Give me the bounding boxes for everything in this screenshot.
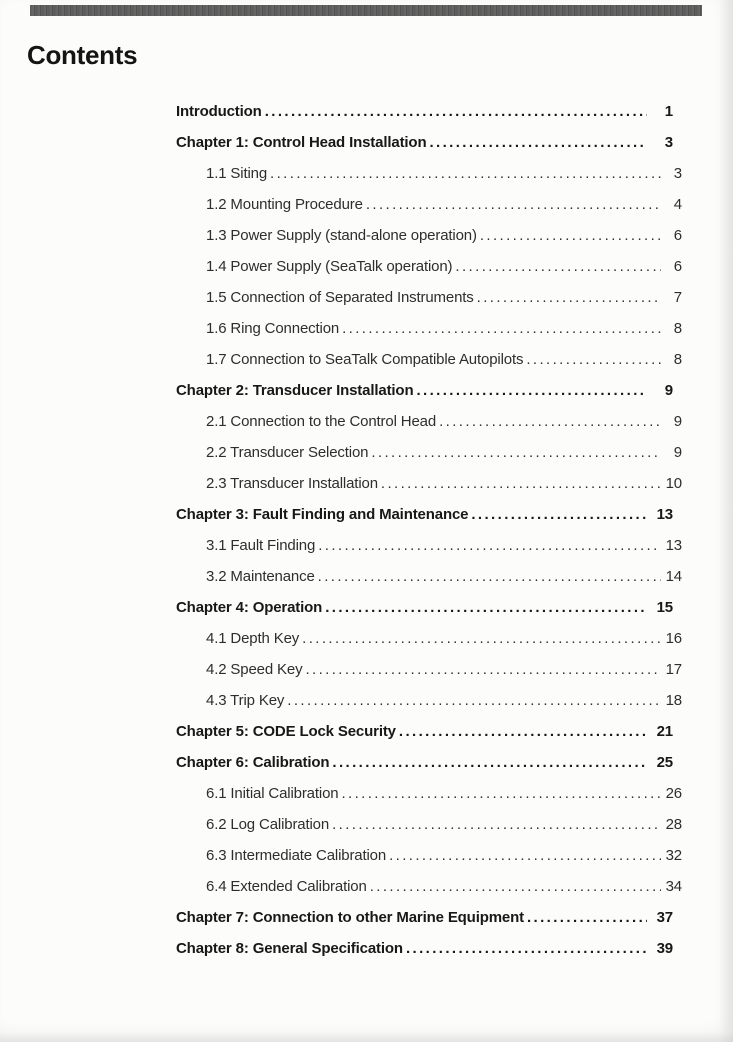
toc-entry [176, 723, 682, 754]
toc-entry-page: 15 [656, 599, 673, 616]
toc-entry-label: 1.3 Power Supply (stand-alone operation) [206, 227, 477, 244]
toc-leader-dots [287, 692, 661, 709]
toc-entry [176, 103, 682, 134]
toc-entry-label: 6.1 Initial Calibration [206, 785, 339, 802]
toc-entry-page: 13 [656, 506, 673, 523]
toc-entry-label: Introduction [176, 103, 262, 120]
toc-entry [176, 630, 682, 661]
toc-entry-label: 1.1 Siting [206, 165, 268, 182]
toc-entry-page: 39 [656, 940, 673, 957]
toc-entry-label: 1.2 Mounting Procedure [206, 196, 363, 213]
toc-entry-label: Chapter 3: Fault Finding and Maintenance [176, 506, 469, 523]
toc-entry-page: 8 [673, 320, 682, 337]
toc-leader-dots [341, 785, 661, 802]
toc-leader-dots [429, 134, 647, 151]
toc-entry-label: Chapter 1: Control Head Installation [176, 134, 427, 151]
toc-entry-label: 6.3 Intermediate Calibration [206, 847, 387, 864]
toc-entry-label: 1.5 Connection of Separated Instruments [206, 289, 474, 306]
toc-entry [176, 475, 682, 506]
toc-entry [176, 661, 682, 692]
toc-leader-dots [416, 382, 647, 399]
toc-leader-dots [439, 413, 661, 430]
toc-entry [176, 196, 682, 227]
toc-entry-label: 6.4 Extended Calibration [206, 878, 367, 895]
toc-entry-label: 4.1 Depth Key [206, 630, 300, 647]
toc-entry [176, 785, 682, 816]
toc-leader-dots [332, 754, 647, 771]
page-edge-shadow-bottom [0, 1032, 733, 1042]
toc-entry-label: 1.7 Connection to SeaTalk Compatible Autopilots [206, 351, 524, 368]
toc-entry [176, 382, 682, 413]
toc-entry-page: 34 [665, 878, 682, 895]
toc-entry [176, 568, 682, 599]
toc-entry-label: Chapter 7: Connection to other Marine Equipment [176, 909, 524, 926]
toc-entry [176, 816, 682, 847]
toc-leader-dots [318, 537, 661, 554]
toc-entry-label: 2.1 Connection to the Control Head [206, 413, 437, 430]
toc-entry-label: Chapter 4: Operation [176, 599, 323, 616]
toc-entry-label: Chapter 6: Calibration [176, 754, 330, 771]
toc-entry-label: 2.2 Transducer Selection [206, 444, 369, 461]
toc-leader-dots [389, 847, 661, 864]
toc-entry [176, 134, 682, 165]
toc-leader-dots [527, 909, 647, 926]
toc-leader-dots [370, 878, 661, 895]
toc-leader-dots [270, 165, 661, 182]
toc-entry-label: 2.3 Transducer Installation [206, 475, 378, 492]
toc-entry-page: 37 [656, 909, 673, 926]
toc-leader-dots [399, 723, 647, 740]
toc-leader-dots [342, 320, 661, 337]
toc-leader-dots [455, 258, 661, 275]
toc-entry-page: 13 [665, 537, 682, 554]
toc-leader-dots [305, 661, 661, 678]
toc-entry-label: 3.2 Maintenance [206, 568, 315, 585]
toc-entry-label: 1.6 Ring Connection [206, 320, 340, 337]
toc-entry [176, 227, 682, 258]
toc-leader-dots [477, 289, 661, 306]
toc-leader-dots [371, 444, 661, 461]
toc-entry-page: 17 [665, 661, 682, 678]
table-of-contents [176, 103, 682, 971]
toc-entry-label: Chapter 5: CODE Lock Security [176, 723, 396, 740]
toc-leader-dots [406, 940, 647, 957]
toc-entry [176, 692, 682, 723]
toc-entry [176, 351, 682, 382]
toc-entry [176, 754, 682, 785]
toc-entry [176, 413, 682, 444]
toc-entry-label: 1.4 Power Supply (SeaTalk operation) [206, 258, 453, 275]
toc-entry-page: 26 [665, 785, 682, 802]
toc-entry [176, 940, 682, 971]
scan-artifact-bar [30, 5, 702, 16]
toc-entry-page: 10 [665, 475, 682, 492]
toc-entry [176, 878, 682, 909]
toc-entry-label: Chapter 8: General Specification [176, 940, 403, 957]
toc-entry-page: 16 [665, 630, 682, 647]
toc-entry-page: 18 [665, 692, 682, 709]
toc-leader-dots [471, 506, 647, 523]
toc-entry-page: 6 [673, 227, 682, 244]
toc-entry-label: 3.1 Fault Finding [206, 537, 316, 554]
toc-entry-page: 7 [673, 289, 682, 306]
toc-entry-page: 9 [664, 382, 673, 399]
toc-entry-label: 4.2 Speed Key [206, 661, 303, 678]
toc-leader-dots [318, 568, 661, 585]
toc-entry [176, 165, 682, 196]
toc-entry-label: 4.3 Trip Key [206, 692, 285, 709]
toc-entry-page: 4 [673, 196, 682, 213]
toc-entry [176, 320, 682, 351]
toc-leader-dots [526, 351, 661, 368]
toc-entry [176, 289, 682, 320]
toc-leader-dots [480, 227, 661, 244]
toc-entry-page: 21 [656, 723, 673, 740]
toc-entry-page: 28 [665, 816, 682, 833]
toc-entry [176, 258, 682, 289]
toc-entry-page: 25 [656, 754, 673, 771]
toc-leader-dots [302, 630, 661, 647]
page-edge-shadow-right [719, 0, 733, 1042]
toc-entry-page: 8 [673, 351, 682, 368]
toc-entry [176, 537, 682, 568]
toc-leader-dots [381, 475, 661, 492]
toc-entry-page: 9 [673, 413, 682, 430]
toc-entry [176, 909, 682, 940]
toc-entry-page: 6 [673, 258, 682, 275]
toc-entry-page: 14 [665, 568, 682, 585]
toc-entry [176, 599, 682, 630]
toc-entry-page: 3 [673, 165, 682, 182]
toc-leader-dots [366, 196, 661, 213]
toc-leader-dots [325, 599, 647, 616]
toc-entry [176, 847, 682, 878]
toc-leader-dots [265, 103, 647, 120]
toc-entry-label: Chapter 2: Transducer Installation [176, 382, 414, 399]
toc-entry [176, 444, 682, 475]
toc-entry-page: 1 [664, 103, 673, 120]
page-title: Contents [27, 40, 138, 70]
toc-entry-page: 32 [665, 847, 682, 864]
toc-entry [176, 506, 682, 537]
toc-entry-label: 6.2 Log Calibration [206, 816, 330, 833]
toc-leader-dots [332, 816, 661, 833]
toc-entry-page: 3 [664, 134, 673, 151]
toc-entry-page: 9 [673, 444, 682, 461]
